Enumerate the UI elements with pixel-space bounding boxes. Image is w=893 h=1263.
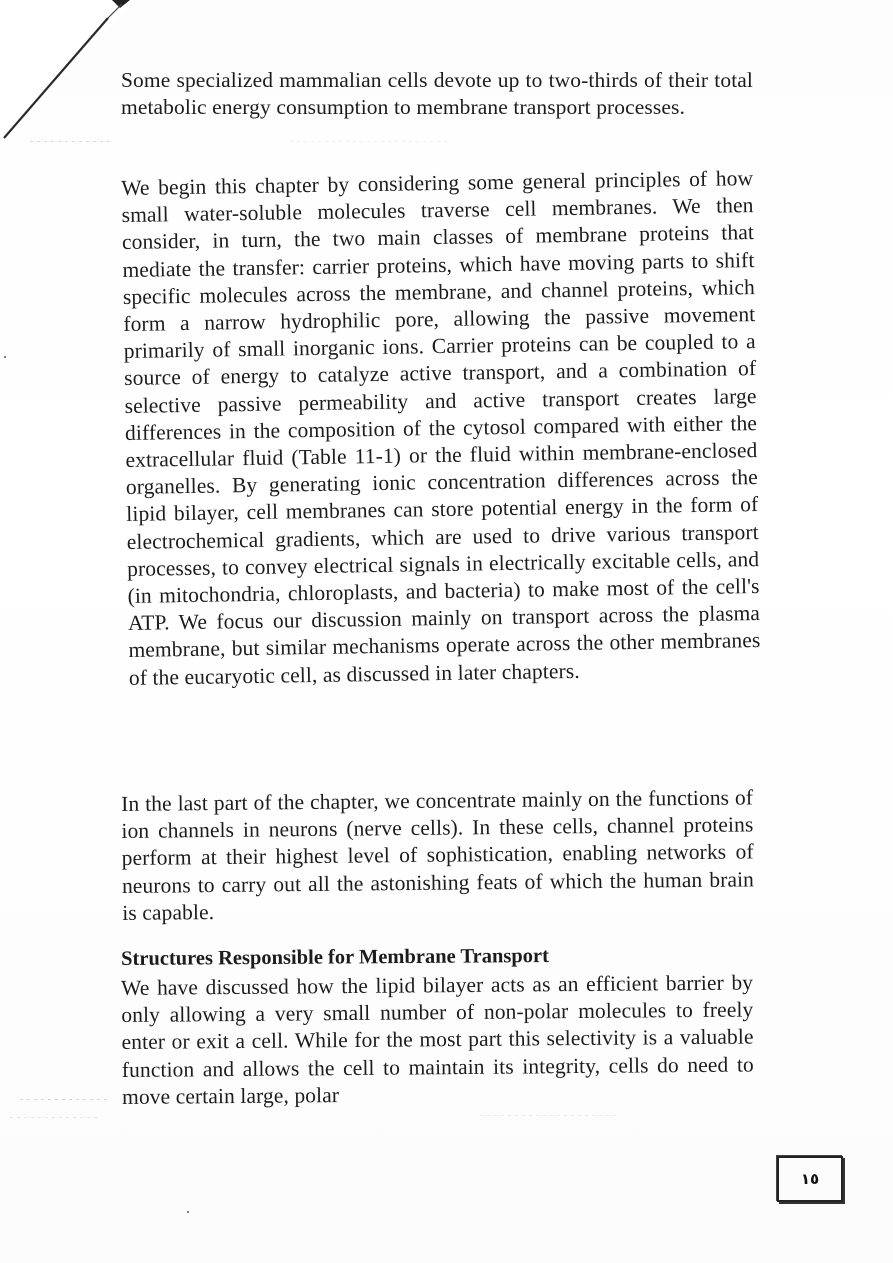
paragraph-section-body: We have discussed how the lipid bilayer acts as an efficient barrier by only allowing a very small number of non-polar molecules to freely enter or exit a cell. While for the most part this selectivity is a valuable function and allows the cell to maintain its integrity, cells do need to move certain large, polar — [121, 970, 754, 1109]
scan-dot — [4, 356, 6, 358]
section-heading: Structures Responsible for Membrane Transport — [121, 945, 549, 970]
paragraph-chapter-overview: We begin this chapter by considering some general principles of how small water-soluble molecules traverse cell membranes. We then consider, in turn, the two main classes of membrane proteins that mediate the transfer: carrier proteins, which have moving parts to shift specific molecules across the membrane, and channel proteins, which form a narrow hydrophilic pore, allowing the passive movement primarily of small inorganic ions. Carrier proteins can be coupled to a source of energy to catalyze active transport, and a combination of selective passive permeability and active transport creates large differences in the composition of the cytosol compared with either the extracellular fluid (Table 11-1) or the fluid within membrane-enclosed organelles. By generating ionic concentration differences across the lipid bilayer, cell membranes can store potential energy in the form of electrochemical gradients, which are used to drive various transport processes, to convey electrical signals in electrically excitable cells, and (in mitochondria, chloroplasts, and bacteria) to make most of the cell's ATP. We focus our discussion mainly on transport across the plasma membrane, but similar mechanisms operate across the other membranes of the eucaryotic cell, as discussed in later chapters. — [121, 166, 761, 690]
scan-noise-line — [30, 141, 110, 142]
scan-noise-line — [10, 1117, 100, 1118]
page-number: ١٥ — [777, 1156, 843, 1202]
scan-noise-line — [20, 1099, 110, 1100]
scan-noise-line — [480, 1115, 620, 1116]
paragraph-intro: Some specialized mammalian cells devote up to two-thirds of their total metabolic energy consumption to membrane transport processes. — [121, 68, 753, 120]
scan-noise-line — [290, 141, 450, 142]
paragraph-ion-channels: In the last part of the chapter, we concentrate mainly on the functions of ion channels in neurons (nerve cells). In these cells, channel proteins perform at their highest level of sophistication, enabling networks of neurons to carry out all the astonishing feats of which the human brain is capable. — [121, 785, 755, 925]
scan-dot — [187, 1211, 189, 1213]
